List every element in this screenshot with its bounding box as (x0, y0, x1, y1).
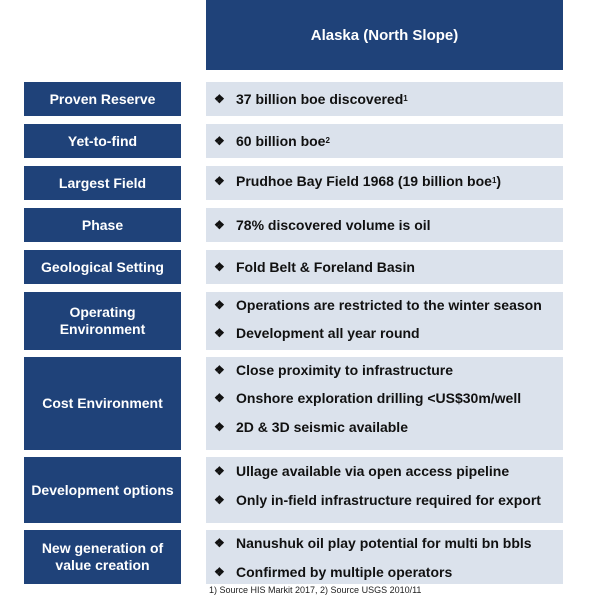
diamond-bullet-icon: ❖ (214, 565, 225, 579)
diamond-bullet-icon: ❖ (214, 493, 225, 507)
row-label: Geological Setting (24, 250, 181, 284)
row-content (206, 166, 563, 200)
diamond-bullet-icon: ❖ (214, 92, 225, 106)
diamond-bullet-icon: ❖ (214, 536, 225, 550)
diamond-bullet-icon: ❖ (214, 326, 225, 340)
bullet-item (214, 296, 542, 314)
row-content (206, 250, 563, 284)
row-label: Cost Environment (24, 357, 181, 450)
bullet-item (214, 389, 521, 407)
row-label: Proven Reserve (24, 82, 181, 116)
bullet-text-tail: ) (496, 173, 502, 189)
bullet-text: Close proximity to infrastructure (236, 362, 454, 378)
diamond-bullet-icon: ❖ (214, 174, 225, 188)
row-label: Development options (24, 457, 181, 523)
bullet-item (214, 462, 509, 480)
bullet-text: Only in-field infrastructure required for export (236, 492, 541, 508)
bullet-text: Onshore exploration drilling <US$30m/well (236, 390, 522, 406)
diamond-bullet-icon: ❖ (214, 363, 225, 377)
diamond-bullet-icon: ❖ (214, 298, 225, 312)
row-content (206, 124, 563, 158)
diamond-bullet-icon: ❖ (214, 134, 225, 148)
bullet-text: Ullage available via open access pipeline (236, 463, 510, 479)
bullet-text: 2D & 3D seismic available (236, 419, 408, 435)
bullet-item (214, 324, 420, 342)
row-content (206, 357, 563, 450)
row-label: New generation of value creation (24, 530, 181, 584)
diamond-bullet-icon: ❖ (214, 464, 225, 478)
bullet-text: Confirmed by multiple operators (236, 564, 453, 580)
bullet-text: 78% discovered volume is oil (236, 217, 431, 233)
row-label: Yet-to-find (24, 124, 181, 158)
table-header: Alaska (North Slope) (206, 0, 563, 70)
bullet-text: Nanushuk oil play potential for multi bn bbls (236, 535, 532, 551)
row-content (206, 292, 563, 350)
bullet-item (214, 216, 431, 234)
diamond-bullet-icon: ❖ (214, 218, 225, 232)
bullet-text: 60 billion boe (236, 133, 326, 149)
bullet-text: Fold Belt & Foreland Basin (236, 259, 415, 275)
row-label: Largest Field (24, 166, 181, 200)
row-content (206, 208, 563, 242)
bullet-text: Development all year round (236, 325, 420, 341)
bullet-item (214, 361, 453, 379)
row-label: Phase (24, 208, 181, 242)
bullet-text: Prudhoe Bay Field 1968 (19 billion boe (236, 173, 492, 189)
bullet-item (214, 258, 415, 276)
bullet-text: 37 billion boe discovered (236, 91, 404, 107)
bullet-item (214, 563, 452, 581)
bullet-item: ❖ 60 billion boe 2 (214, 133, 330, 149)
diamond-bullet-icon: ❖ (214, 260, 225, 274)
row-content (206, 530, 563, 584)
bullet-text: Operations are restricted to the winter season (236, 297, 542, 313)
bullet-item: ❖ 37 billion boe discovered 1 (214, 91, 408, 107)
bullet-item (214, 534, 532, 552)
footnote: 1) Source HIS Markit 2017, 2) Source USGS 2010/11 (209, 585, 422, 595)
bullet-item (214, 418, 408, 436)
row-label: Operating Environment (24, 292, 181, 350)
diamond-bullet-icon: ❖ (214, 420, 225, 434)
bullet-item: ❖ Prudhoe Bay Field 1968 (19 billion boe 1 ) (214, 173, 502, 189)
row-content (206, 82, 563, 116)
diamond-bullet-icon: ❖ (214, 391, 225, 405)
bullet-item (214, 491, 541, 509)
row-content (206, 457, 563, 523)
